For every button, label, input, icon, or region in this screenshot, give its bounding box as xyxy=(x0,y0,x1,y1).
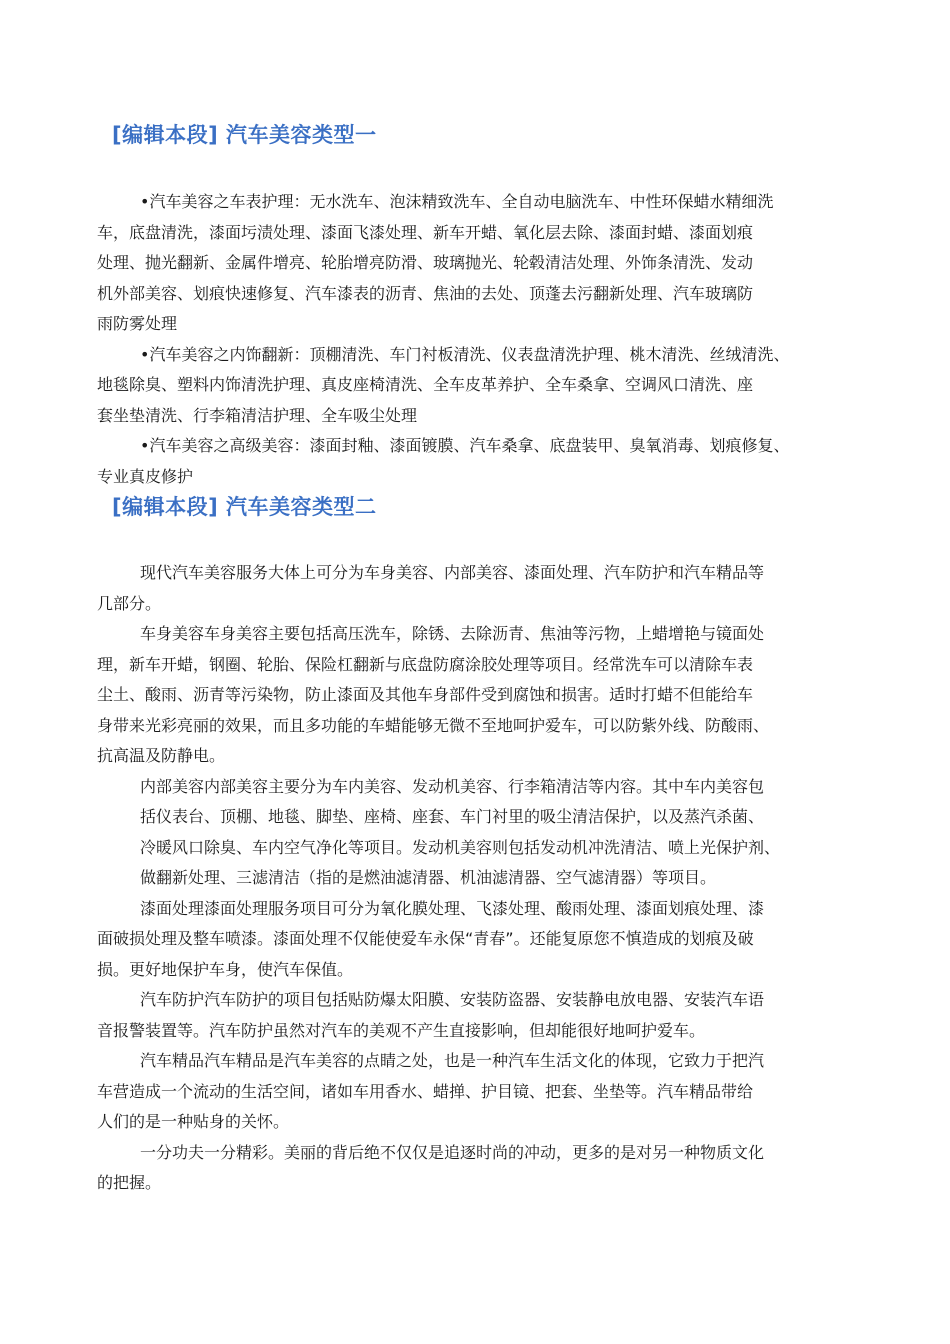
text-line: 汽车防护汽车防护的项目包括贴防爆太阳膜、安装防盗器、安装静电放电器、安装汽车语 xyxy=(140,990,765,1009)
section-body-1 xyxy=(97,187,857,492)
text-line: 地毯除臭、塑料内饰清洗护理、真皮座椅清洗、全车皮革养护、全车桑拿、空调风口清洗、座 xyxy=(97,375,754,394)
text-line: 车身美容车身美容主要包括高压洗车，除锈、去除沥青、焦油等污物，上蜡增艳与镜面处 xyxy=(140,624,765,643)
text-line: 抗高温及防静电。 xyxy=(97,746,226,765)
text-line: 现代汽车美容服务大体上可分为车身美容、内部美容、漆面处理、汽车防护和汽车精品等 xyxy=(140,563,765,582)
paragraph-car-protection xyxy=(97,985,857,1046)
text-line: 车营造成一个流动的生活空间，诸如车用香水、蜡掸、护目镜、把套、坐垫等。汽车精品带给 xyxy=(97,1081,754,1101)
text-line: 尘土、酸雨、沥青等污染物，防止漆面及其他车身部件受到腐蚀和损害。适时打蜡不但能给车 xyxy=(97,685,754,704)
text-line: 内部美容内部美容主要分为车内美容、发动机美容、行李箱清洁等内容。其中车内美容包 xyxy=(140,776,765,796)
text-line: 理，新车开蜡，钢圈、轮胎、保险杠翻新与底盘防腐涂胶处理等项目。经常洗车可以清除车表 xyxy=(97,654,754,674)
text-line: 身带来光彩亮丽的效果，而且多功能的车蜡能够无微不至地呵护爱车，可以防紫外线、防酸雨、 xyxy=(97,715,770,735)
text-line: 处理、抛光翻新、金属件增亮、轮胎增亮防滑、玻璃抛光、轮毂清洁处理、外饰条清洗、发动 xyxy=(97,253,754,272)
paragraph-paint-treatment xyxy=(97,894,857,986)
text-line: •汽车美容之内饰翻新：顶棚清洗、车门衬板清洗、仪表盘清洗护理、桃木清洗、丝绒清洗、 xyxy=(140,344,790,364)
text-line: 音报警装置等。汽车防护虽然对汽车的美观不产生直接影响，但却能很好地呵护爱车。 xyxy=(97,1020,706,1040)
text-line: 套坐垫清洗、行李箱清洁护理、全车吸尘处理 xyxy=(97,405,418,425)
text-line: 损。更好地保护车身，使汽车保值。 xyxy=(97,959,354,979)
text-line: 车，底盘清洗，漆面圬渍处理、漆面飞漆处理、新车开蜡、氧化层去除、漆面封蜡、漆面划痕 xyxy=(97,222,754,242)
text-line: 括仪表台、顶棚、地毯、脚垫、座椅、座套、车门衬里的吸尘清洁保护，以及蒸汽杀菌、 xyxy=(140,807,765,826)
section-heading-1: [编辑本段] 汽车美容类型一 xyxy=(112,123,377,147)
text-line: 冷暖风口除臭、车内空气净化等项目。发动机美容则包括发动机冲洗清洁、喷上光保护剂、 xyxy=(140,837,781,857)
paragraph-overview xyxy=(97,558,857,619)
text-line: 雨防雾处理 xyxy=(97,314,178,333)
text-line: 机外部美容、划痕快速修复、汽车漆表的沥青、焦油的去处、顶蓬去污翻新处理、汽车玻璃防 xyxy=(97,283,754,303)
text-line: 的把握。 xyxy=(97,1173,162,1192)
text-line: 面破损处理及整车喷漆。漆面处理不仅能使爱车永保“青春”。还能复原您不慎造成的划痕及破 xyxy=(97,929,754,948)
text-line: 几部分。 xyxy=(97,593,162,613)
text-line: •汽车美容之车表护理：无水洗车、泡沫精致洗车、全自动电脑洗车、中性环保蜡水精细洗 xyxy=(140,192,774,211)
paragraph-closing xyxy=(97,1138,857,1199)
section-body-2 xyxy=(97,558,857,1199)
text-line: 专业真皮修护 xyxy=(97,466,194,486)
paragraph-interior-care xyxy=(97,772,857,894)
paragraph-interior-renovation xyxy=(97,340,857,432)
text-line: •汽车美容之高级美容：漆面封釉、漆面镀膜、汽车桑拿、底盘装甲、臭氧消毒、划痕修复、 xyxy=(140,436,790,455)
paragraph-car-accessories xyxy=(97,1046,857,1138)
paragraph-exterior-care xyxy=(97,187,857,340)
paragraph-advanced-care xyxy=(97,431,857,492)
text-line: 人们的是一种贴身的关怀。 xyxy=(97,1112,290,1131)
text-line: 漆面处理漆面处理服务项目可分为氧化膜处理、飞漆处理、酸雨处理、漆面划痕处理、漆 xyxy=(140,898,765,918)
text-line: 汽车精品汽车精品是汽车美容的点睛之处，也是一种汽车生活文化的体现，它致力于把汽 xyxy=(140,1051,765,1070)
section-heading-2: [编辑本段] 汽车美容类型二 xyxy=(112,495,377,519)
text-line: 一分功夫一分精彩。美丽的背后绝不仅仅是追逐时尚的冲动，更多的是对另一种物质文化 xyxy=(140,1142,765,1162)
text-line: 做翻新处理、三滤清洁（指的是燃油滤清器、机油滤清器、空气滤清器）等项目。 xyxy=(140,868,717,887)
paragraph-body-care xyxy=(97,619,857,772)
